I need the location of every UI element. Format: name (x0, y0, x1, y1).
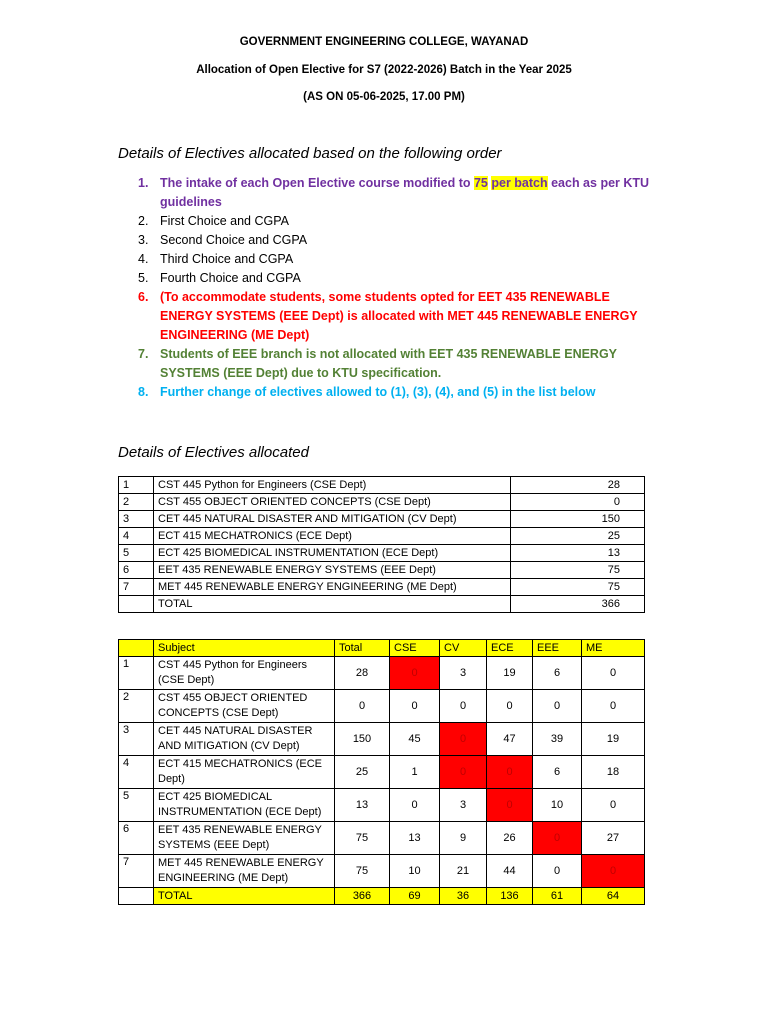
rule-6: 6. (To accommodate students, some students opted for EET 435 RENEWABLE ENERGY SYSTEMS (EEE Dept) is allocated with MET 445 RENEWABLE ENERGY ENGINEERING (ME Dept) (138, 290, 638, 342)
rule-3: 3. Second Choice and CGPA (138, 233, 308, 247)
table-row: 2 CST 455 OBJECT ORIENTED CONCEPTS (CSE Dept) 0 (119, 494, 645, 511)
blocked-cell: 0 (533, 822, 582, 855)
allocated-heading: Details of Electives allocated (118, 444, 309, 461)
blocked-cell: 0 (487, 789, 533, 822)
highlight-75: 75 (473, 176, 488, 190)
table-row: 7 MET 445 RENEWABLE ENERGY ENGINEERING (ME Dept) 75 (119, 579, 645, 596)
table-total-row: TOTAL 366 69 36 136 61 64 (119, 888, 645, 905)
blocked-cell: 0 (440, 723, 487, 756)
blocked-cell: 0 (487, 756, 533, 789)
rule-4: 4. Third Choice and CGPA (138, 252, 294, 266)
table-row: 6 EET 435 RENEWABLE ENERGY SYSTEMS (EEE Dept) 75 (119, 562, 645, 579)
table-row: 1 CST 445 Python for Engineers (CSE Dept) 28 0 3 19 6 0 (119, 657, 645, 690)
college-title: GOVERNMENT ENGINEERING COLLEGE, WAYANAD (239, 36, 529, 48)
table-row: 6 EET 435 RENEWABLE ENERGY SYSTEMS (EEE Dept) 75 13 9 26 0 27 (119, 822, 645, 855)
table-row: 5 ECT 425 BIOMEDICAL INSTRUMENTATION (ECE Dept) 13 0 3 0 10 0 (119, 789, 645, 822)
allocation-title: Allocation of Open Elective for S7 (2022-2026) Batch in the Year 2025 (196, 64, 572, 76)
table-row: 4 ECT 415 MECHATRONICS (ECE Dept) 25 (119, 528, 645, 545)
rule-2: 2. First Choice and CGPA (138, 214, 289, 228)
table-total-row: TOTAL 366 (119, 596, 645, 613)
order-heading: Details of Electives allocated based on the following order (118, 145, 502, 162)
blocked-cell: 0 (582, 855, 645, 888)
blocked-cell: 0 (440, 756, 487, 789)
table-row: 3 CET 445 NATURAL DISASTER AND MITIGATION (CV Dept) 150 (119, 511, 645, 528)
table-row: 1 CST 445 Python for Engineers (CSE Dept) 28 (119, 477, 645, 494)
table-row: 4 ECT 415 MECHATRONICS (ECE Dept) 25 1 0 0 6 18 (119, 756, 645, 789)
elective-summary-table (118, 476, 645, 613)
blocked-cell: 0 (390, 657, 440, 690)
rule-7: 7. Students of EEE branch is not allocated with EET 435 RENEWABLE ENERGY SYSTEMS (EEE Dept) due to KTU specification. (138, 347, 617, 380)
rule-8: 8. Further change of electives allowed to (1), (3), (4), and (5) in the list below (138, 385, 596, 399)
table-row: 2 CST 455 OBJECT ORIENTED CONCEPTS (CSE Dept) 0 0 0 0 0 0 (119, 690, 645, 723)
rule-5: 5. Fourth Choice and CGPA (138, 271, 301, 285)
table-header-row: Subject Total CSE CV ECE EEE ME (119, 640, 645, 657)
rule-1: 1. The intake of each Open Elective course modified to 75 per batch each as per KTU guidelines (138, 176, 650, 209)
allocation-rules-list (118, 174, 658, 402)
table-row: 7 MET 445 RENEWABLE ENERGY ENGINEERING (ME Dept) 75 10 21 44 0 0 (119, 855, 645, 888)
department-breakdown-table (118, 639, 645, 905)
highlight-per-batch: per batch (491, 176, 548, 190)
as-on-date: (AS ON 05-06-2025, 17.00 PM) (303, 91, 465, 103)
table-row: 5 ECT 425 BIOMEDICAL INSTRUMENTATION (ECE Dept) 13 (119, 545, 645, 562)
table-row: 3 CET 445 NATURAL DISASTER AND MITIGATION (CV Dept) 150 45 0 47 39 19 (119, 723, 645, 756)
